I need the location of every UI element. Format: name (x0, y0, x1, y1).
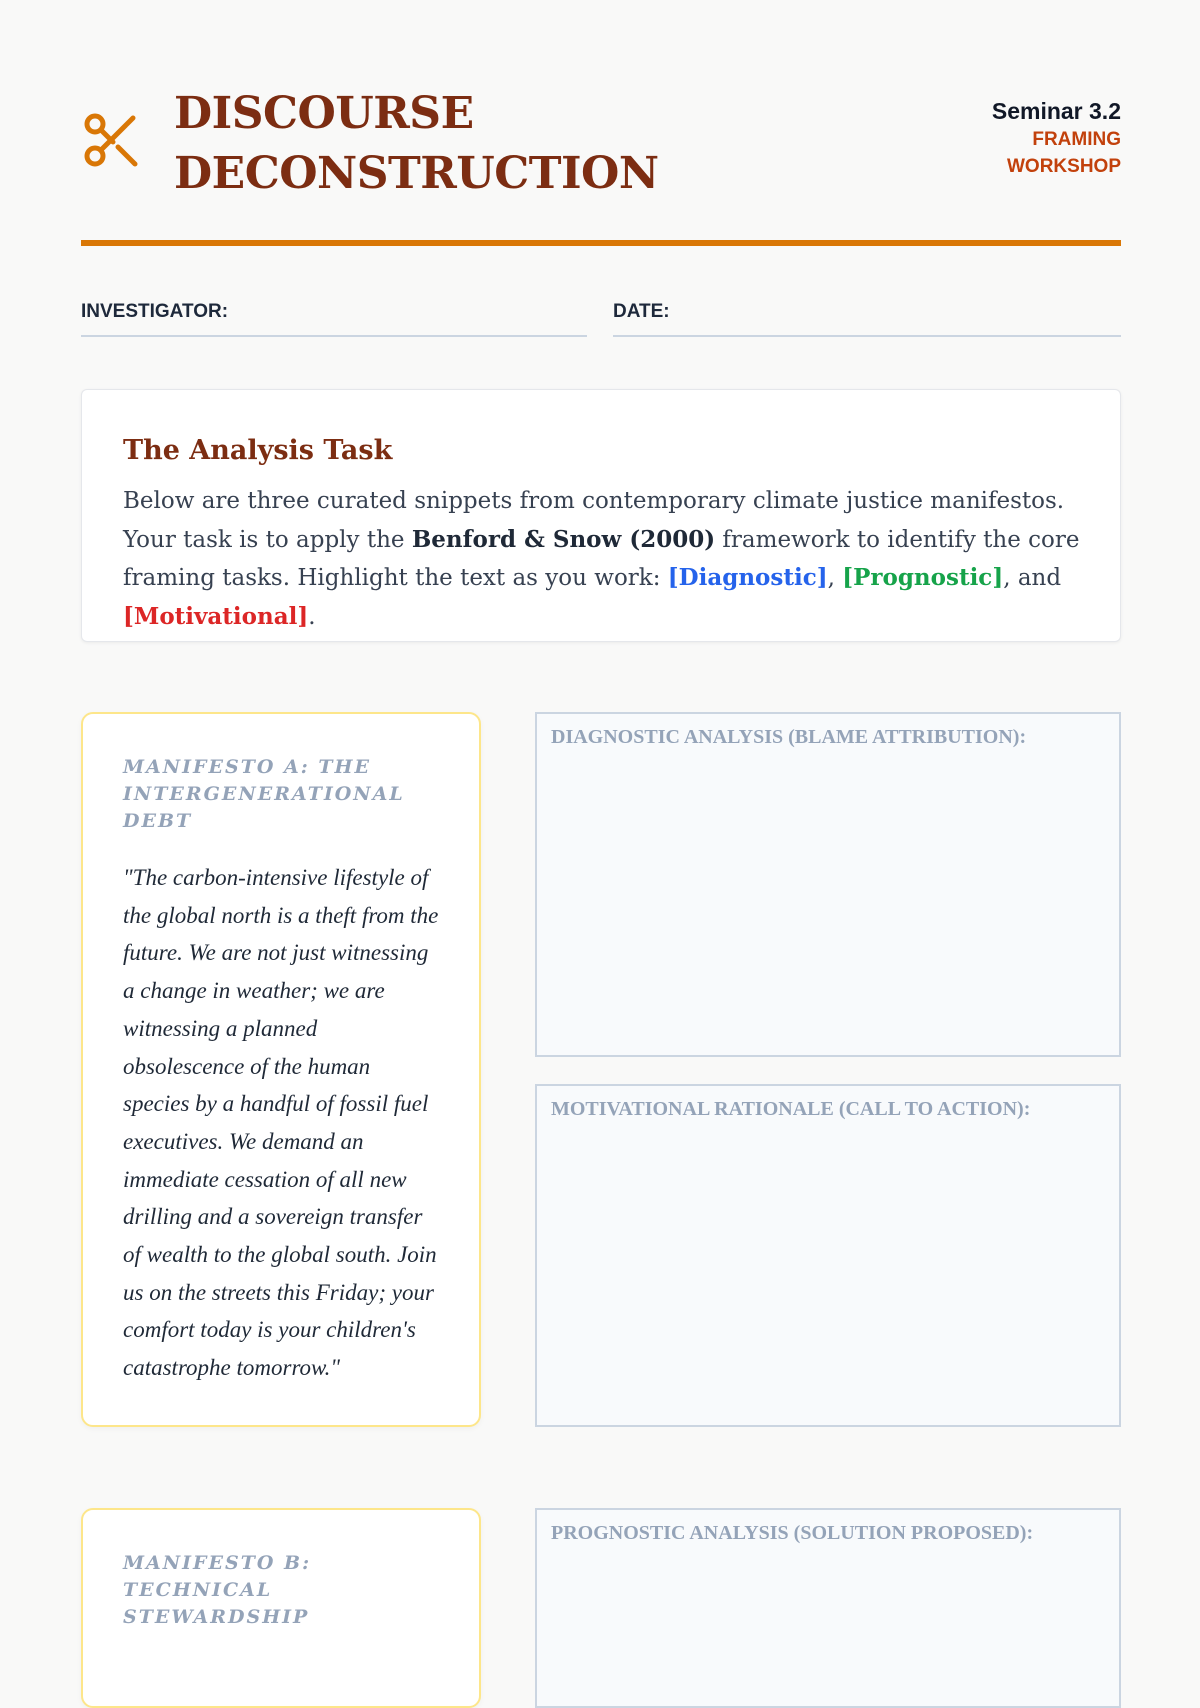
task-instructions (123, 482, 1080, 636)
seminar-number: Seminar 3.2 (991, 98, 1121, 124)
period: . (308, 603, 316, 630)
manifesto-title: MANIFESTO A: THE INTERGENERATIONAL DEBT (123, 756, 405, 832)
worksheet-header (81, 84, 1121, 204)
diagnostic-analysis-box[interactable] (535, 712, 1121, 1057)
investigator-label: INVESTIGATOR: (81, 301, 229, 322)
task-text: framework to identify the core framing tasks. Highlight the text as you work: (123, 526, 1080, 591)
page-title (174, 84, 659, 204)
seminar-subtitle (992, 126, 1121, 180)
motivational-rationale-box[interactable] (535, 1084, 1121, 1427)
prognostic-analysis-box[interactable] (535, 1508, 1121, 1708)
framework-name: Benford & Snow (2000) (411, 525, 716, 553)
motivational-rationale-label: MOTIVATIONAL RATIONALE (CALL TO ACTION): (551, 1098, 1031, 1120)
date-label: DATE: (613, 301, 670, 322)
task-heading: The Analysis Task (123, 435, 393, 466)
manifesto-quote[interactable]: "The carbon-intensive lifestyle of the global north is a theft from the future. We are not just witnessing a change in weather; we are witnessing a planned obsolescence of the human species by a handful of fossil fuel executives. We demand an immediate cessation of all new drilling and a sovereign transfer of wealth to the global south. Join us on the streets this Friday; your comfort today is your children's catastrophe tomorrow." (123, 865, 439, 1381)
header-divider (81, 240, 1121, 246)
tag-motivational: [Motivational] (123, 602, 309, 630)
diagnostic-analysis-label: DIAGNOSTIC ANALYSIS (BLAME ATTRIBUTION): (551, 726, 1027, 748)
manifesto-card-a (81, 712, 481, 1427)
title-line: DECONSTRUCTION (174, 148, 659, 199)
task-box (81, 389, 1121, 642)
manifesto-card-b (81, 1508, 481, 1708)
tag-diagnostic: [Diagnostic] (667, 564, 828, 591)
subtitle-line: WORKSHOP (1007, 156, 1121, 177)
separator: , (827, 565, 843, 591)
tag-prognostic: [Prognostic] (842, 564, 1004, 591)
title-line: DISCOURSE (174, 88, 474, 139)
separator: , and (1003, 565, 1062, 591)
investigator-field[interactable] (81, 301, 587, 337)
subtitle-line: FRAMING (1032, 129, 1121, 150)
task-text: Below are three curated snippets from contemporary climate justice manifestos. Your task is to apply the (123, 488, 1065, 553)
manifesto-title: MANIFESTO B: TECHNICAL STEWARDSHIP (123, 1552, 312, 1628)
seminar-info (992, 96, 1121, 180)
date-field[interactable] (613, 301, 1121, 337)
prognostic-analysis-label: PROGNOSTIC ANALYSIS (SOLUTION PROPOSED): (551, 1522, 1034, 1544)
scissors-icon (81, 110, 141, 170)
